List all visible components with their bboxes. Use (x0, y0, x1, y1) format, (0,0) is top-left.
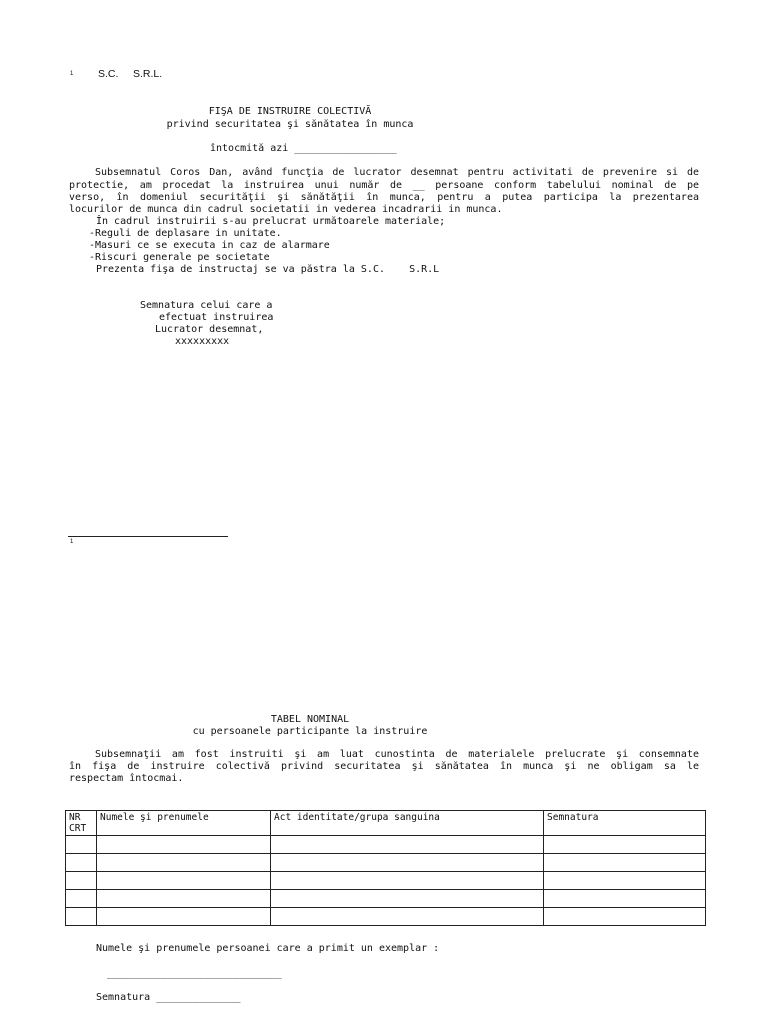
table-header-row (66, 811, 706, 836)
footnote-reference: 1 (70, 71, 74, 77)
signature-name: xxxxxxxxx (175, 336, 230, 347)
table-subtitle: cu persoanele participante la instruire (192, 726, 428, 737)
signature-caption: efectuat instruirea (159, 312, 274, 323)
paragraph-line: verso, în domeniul securităţii şi sănătăţii în munca, pentru a putea participa la prezentarea (69, 192, 699, 203)
materials-intro: În cadrul instruirii s-au prelucrat următoarele materiale; (96, 216, 446, 227)
table-title: TABEL NOMINAL (270, 714, 350, 725)
declaration-line: în fişa de instruire colectivă privind securitatea şi sănătatea în munca şi ne obligam sa le (69, 761, 699, 772)
table-cell[interactable] (97, 872, 271, 890)
table-cell[interactable] (66, 872, 97, 890)
date-field: întocmită azi _________________ (210, 143, 397, 154)
paragraph-line: locurilor de munca din cadrul societatii in vederea incadrarii in munca. (69, 204, 503, 215)
company-name: S.C. S.R.L. (98, 68, 163, 80)
signature-role: Lucrator desemnat, (155, 324, 264, 335)
footnote-mark: 1 (70, 539, 74, 545)
retention-note: Prezenta fişa de instructaj se va păstra la S.C. S.R.L (96, 264, 440, 275)
table-cell[interactable] (66, 890, 97, 908)
material-item: -Reguli de deplasare in unitate. (89, 228, 282, 239)
document-subtitle: privind securitatea şi sănătatea în munca (166, 119, 414, 130)
exemplar-label: Numele şi prenumele persoanei care a primit un exemplar : (96, 943, 440, 954)
table-cell[interactable] (97, 890, 271, 908)
table-cell[interactable] (271, 854, 544, 872)
table-row (66, 872, 706, 890)
material-item: -Riscuri generale pe societate (89, 252, 270, 263)
table-cell[interactable] (66, 854, 97, 872)
declaration-line: Subsemnaţii am fost instruiti şi am luat cunostinta de materialele prelucrate şi consemnate (95, 749, 699, 760)
table-cell[interactable] (544, 872, 706, 890)
table-cell[interactable] (97, 854, 271, 872)
table-cell[interactable] (66, 836, 97, 854)
header-act-identitate: Act identitate/grupa sanguina (271, 811, 544, 836)
table-cell[interactable] (97, 836, 271, 854)
header-nume: Numele şi prenumele (97, 811, 271, 836)
material-item: -Masuri ce se executa in caz de alarmare (89, 240, 330, 251)
signature-caption: Semnatura celui care a (140, 300, 273, 311)
document-title: FIŞA DE INSTRUIRE COLECTIVĂ (208, 106, 372, 117)
paragraph-line: protectie, am procedat la instruirea unui număr de __ persoane conform tabelului nominal de pe (69, 180, 699, 191)
table-cell[interactable] (97, 908, 271, 926)
recipient-name-line[interactable]: _____________________________ (107, 968, 282, 979)
table-cell[interactable] (271, 908, 544, 926)
table-cell[interactable] (544, 854, 706, 872)
header-semnatura: Semnatura (544, 811, 706, 836)
declaration-line: respectam întocmai. (69, 773, 184, 784)
recipient-signature-line[interactable]: Semnatura ______________ (96, 992, 241, 1003)
table-row (66, 908, 706, 926)
paragraph-line: Subsemnatul Coros Dan, având funcţia de lucrator desemnat pentru activitati de prevenire si de (95, 167, 699, 178)
header-nr-crt: NR CRT (66, 811, 97, 836)
table-cell[interactable] (271, 872, 544, 890)
table-cell[interactable] (271, 890, 544, 908)
table-cell[interactable] (544, 908, 706, 926)
table-row (66, 836, 706, 854)
table-cell[interactable] (544, 836, 706, 854)
table-cell[interactable] (66, 908, 97, 926)
footnote-separator (68, 536, 228, 537)
table-cell[interactable] (544, 890, 706, 908)
table-row (66, 854, 706, 872)
participants-table (65, 810, 706, 926)
table-cell[interactable] (271, 836, 544, 854)
table-row (66, 890, 706, 908)
